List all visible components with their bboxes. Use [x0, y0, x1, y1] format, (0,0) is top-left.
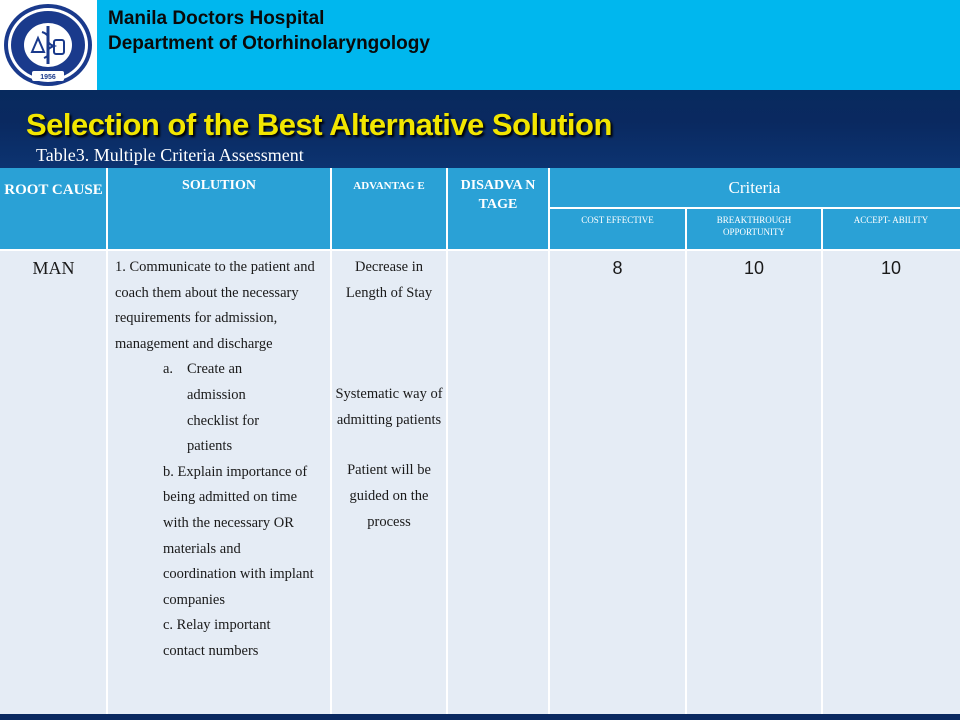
header-disadvantage: DISADVA N TAGE: [447, 168, 549, 250]
solution-item-b: b. Explain importance of being admitted on time with the necessary OR materials and coordination with implant companies: [163, 463, 314, 608]
footer-strip: [0, 714, 960, 720]
header-root-cause: ROOT CAUSE: [0, 168, 107, 250]
header-solution: SOLUTION: [107, 168, 331, 250]
grid-line: [0, 249, 960, 251]
header-breakthrough: BREAKTHROUGH OPPORTUNITY: [686, 208, 822, 250]
header-acceptability: ACCEPT- ABILITY: [822, 208, 960, 250]
solution-main: 1. Communicate to the patient and coach them about the necessary requirements for admission, management and discharge: [115, 259, 315, 352]
solution-a-text: Create an admission checklist for patients: [187, 361, 260, 455]
header-advantage: ADVANTAG E: [331, 168, 447, 250]
hospital-name: Manila Doctors Hospital: [108, 8, 325, 29]
slide-title: Selection of the Best Alternative Solution: [26, 107, 612, 142]
advantage-3: Patient will be guided on the process: [347, 462, 431, 530]
advantage-2: Systematic way of admitting patients: [335, 386, 443, 428]
cell-root-cause: MAN: [32, 258, 75, 278]
grid-line: [685, 208, 687, 714]
hospital-logo: [0, 0, 97, 90]
cell-cost-effective: 8: [612, 258, 623, 278]
solution-item-c: c. Relay important contact numbers: [163, 617, 271, 659]
solution-a-label: a.: [163, 361, 174, 378]
hospital-header: [0, 0, 960, 90]
department-name: Department of Otorhinolaryngology: [108, 33, 430, 54]
header-cost-effective: COST EFFECTIVE: [549, 208, 686, 250]
table-caption: Table3. Multiple Criteria Assessment: [36, 145, 304, 165]
solution-item-a: [115, 357, 327, 459]
grid-line: [549, 207, 960, 209]
cell-solution: [115, 255, 327, 665]
cell-acceptability: 10: [880, 258, 902, 278]
advantage-1: Decrease in Length of Stay: [345, 259, 433, 301]
logo-year: 1956: [40, 74, 56, 81]
cell-advantage: [335, 255, 443, 535]
cell-breakthrough: 10: [743, 258, 765, 278]
grid-line: [821, 208, 823, 714]
header-criteria: Criteria: [549, 168, 960, 208]
hospital-seal-icon: [2, 2, 94, 88]
